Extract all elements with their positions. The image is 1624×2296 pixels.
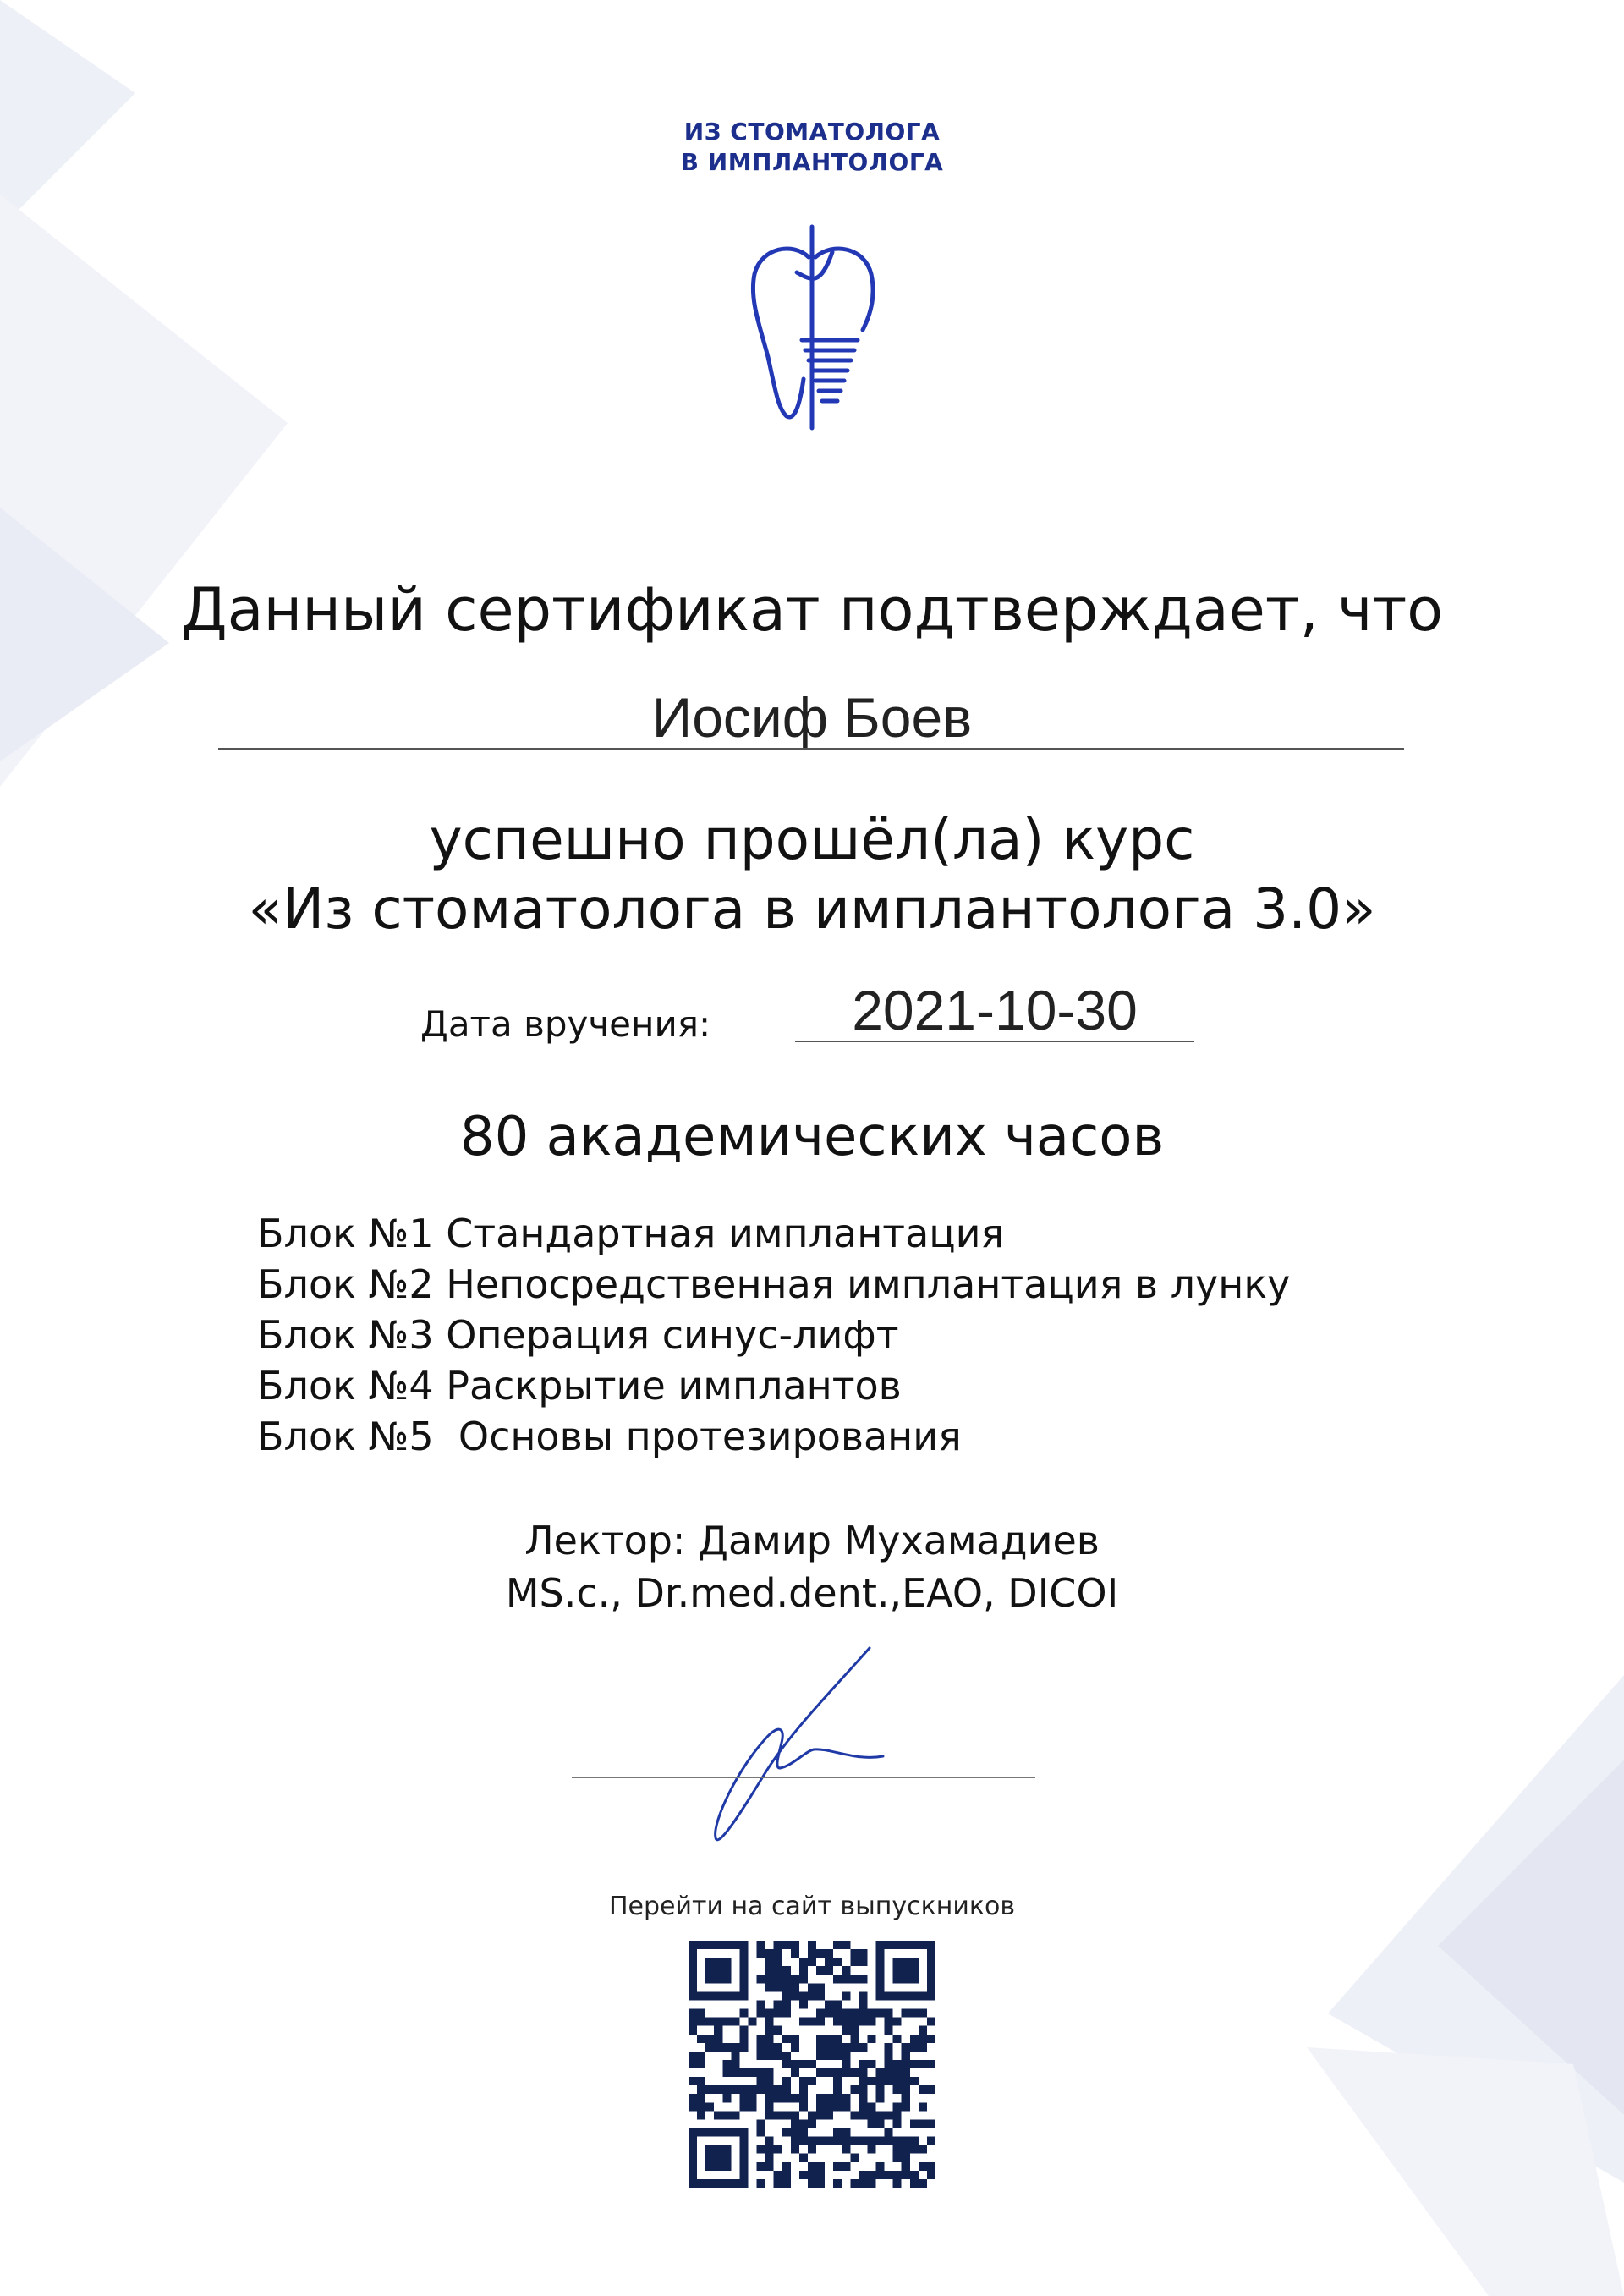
qr-caption: Перейти на сайт выпускников	[608, 1892, 1016, 1921]
lecturer-info	[0, 1514, 1624, 1619]
brand-title	[0, 117, 1624, 178]
signature-line	[572, 1777, 1035, 1778]
course-statement	[0, 805, 1624, 944]
lecturer-credentials: MS.c., Dr.med.dent.,EAO, DICOI	[505, 1570, 1119, 1616]
list-item: Блок №2 Непосредственная имплантация в лунку	[257, 1261, 1291, 1307]
lecturer-name: Лектор: Дамир Мухамадиев	[524, 1518, 1100, 1563]
course-blocks-list	[257, 1208, 1290, 1462]
list-item: Блок №5 Основы протезирования	[257, 1414, 962, 1459]
tooth-implant-icon	[727, 222, 897, 433]
list-item: Блок №4 Раскрытие имплантов	[257, 1363, 902, 1409]
list-item: Блок №1 Стандартная имплантация	[257, 1211, 1005, 1256]
brand-title-line2: В ИМПЛАНТОЛОГА	[680, 148, 944, 176]
recipient-name: Иосиф Боев	[651, 686, 973, 749]
course-title: «Из стоматолога в имплантолога 3.0»	[248, 876, 1376, 942]
recipient-underline	[218, 748, 1404, 750]
qr-code-icon[interactable]	[689, 1941, 935, 2188]
issue-date-value: 2021-10-30	[852, 979, 1138, 1041]
issue-date-label: Дата вручения:	[420, 1003, 711, 1045]
signature	[687, 1641, 890, 1861]
academic-hours: 80 академических часов	[459, 1106, 1165, 1168]
certificate-intro: Данный сертификат подтверждает, что	[180, 575, 1444, 645]
issue-date-underline	[795, 1041, 1194, 1042]
list-item: Блок №3 Операция синус-лифт	[257, 1312, 899, 1358]
brand-title-line1: ИЗ СТОМАТОЛОГА	[683, 118, 941, 146]
course-line-1: успешно прошёл(ла) курс	[429, 807, 1195, 872]
